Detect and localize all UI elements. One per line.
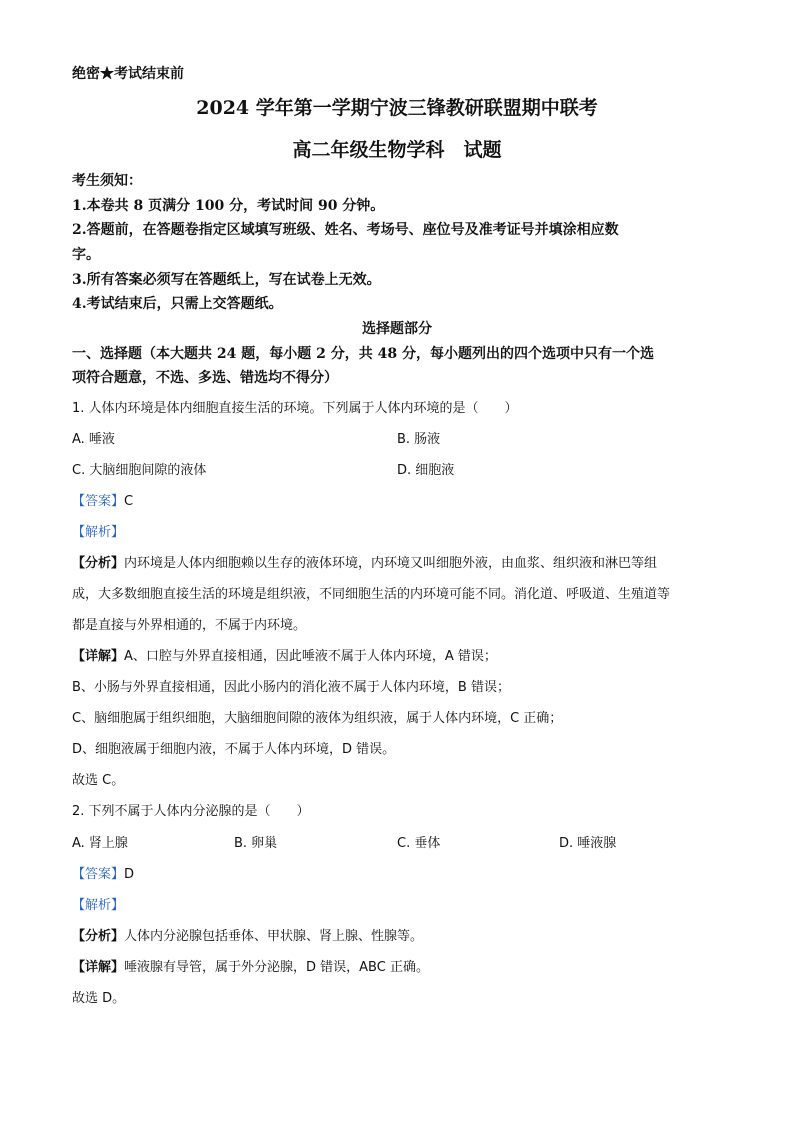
xiangjie-tag: 【详解】 bbox=[72, 960, 125, 975]
section-title: 选择题部分 bbox=[362, 321, 432, 337]
q1-xiangjie-line-4: D、细胞液属于细胞内液，不属于人体内环境，D 错误。 bbox=[72, 742, 396, 757]
q2-fenxi: 【分析】人体内分泌腺包括垂体、甲状腺、肾上腺、性腺等。 bbox=[72, 929, 424, 944]
exam-title: 2024 学年第一学期宁波三锋教研联盟期中联考 bbox=[196, 97, 598, 119]
answer-tag: 【答案】 bbox=[72, 494, 125, 509]
q1-xiangjie-line-2: B、小肠与外界直接相通，因此小肠内的消化液不属于人体内环境，B 错误； bbox=[72, 680, 510, 695]
q2-option-b: B. 卵巢 bbox=[234, 836, 278, 851]
q2-option-c: C. 垂体 bbox=[397, 836, 441, 851]
q1-option-c: C. 大脑细胞间隙的液体 bbox=[72, 463, 207, 478]
q1-conclusion: 故选 C。 bbox=[72, 773, 125, 788]
q1-xiangjie-line-1: 【详解】A、口腔与外界直接相通，因此唾液不属于人体内环境，A 错误； bbox=[72, 649, 497, 664]
answer-tag: 【答案】 bbox=[72, 867, 125, 882]
xiangjie-tag: 【详解】 bbox=[72, 649, 125, 664]
answer-value: C bbox=[124, 494, 134, 509]
notice-heading: 考生须知： bbox=[72, 173, 142, 189]
section-instruction-1: 一、选择题（本大题共 24 题，每小题 2 分，共 48 分，每小题列出的四个选项中只有一个选 bbox=[72, 346, 654, 362]
q2-stem: 2. 下列不属于人体内分泌腺的是（ ） bbox=[72, 804, 310, 819]
section-instruction-2: 项符合题意，不选、多选、错选均不得分） bbox=[72, 370, 338, 386]
exam-subtitle: 高二年级生物学科 试题 bbox=[292, 139, 502, 161]
q1-stem: 1. 人体内环境是体内细胞直接生活的环境。下列属于人体内环境的是（ ） bbox=[72, 401, 518, 416]
fenxi-tag: 【分析】 bbox=[72, 556, 125, 571]
answer-value: D bbox=[124, 867, 135, 882]
notice-item-4: 4.考试结束后，只需上交答题纸。 bbox=[72, 296, 283, 312]
q2-analysis-tag: 【解析】 bbox=[72, 898, 125, 913]
q2-option-d: D. 唾液腺 bbox=[559, 836, 617, 851]
q2-xiangjie: 【详解】唾液腺有导管，属于外分泌腺，D 错误，ABC 正确。 bbox=[72, 960, 429, 975]
notice-item-2-cont: 字。 bbox=[72, 247, 100, 263]
q1-fenxi-line-2: 成，大多数细胞直接生活的环境是组织液，不同细胞生活的内环境可能不同。消化道、呼吸道、生殖道等 bbox=[72, 587, 671, 602]
q1-fenxi-line-1: 【分析】内环境是人体内细胞赖以生存的液体环境，内环境又叫细胞外液，由血浆、组织液和淋巴等组 bbox=[72, 556, 658, 571]
q2-conclusion: 故选 D。 bbox=[72, 991, 126, 1006]
q2-option-a: A. 肾上腺 bbox=[72, 836, 128, 851]
q1-analysis-tag: 【解析】 bbox=[72, 525, 125, 540]
q1-answer bbox=[72, 494, 133, 510]
q1-xiangjie-line-3: C、脑细胞属于组织细胞，大脑细胞间隙的液体为组织液，属于人体内环境，C 正确； bbox=[72, 711, 563, 726]
q1-option-a: A. 唾液 bbox=[72, 432, 115, 447]
notice-item-1: 1.本卷共 8 页满分 100 分，考试时间 90 分钟。 bbox=[72, 198, 385, 214]
q1-fenxi-line-3: 都是直接与外界相通的，不属于内环境。 bbox=[72, 618, 307, 633]
q2-answer bbox=[72, 867, 134, 883]
q1-option-b: B. 肠液 bbox=[397, 432, 441, 447]
q1-option-d: D. 细胞液 bbox=[397, 463, 455, 478]
notice-item-2: 2.答题前，在答题卷指定区域填写班级、姓名、考场号、座位号及准考证号并填涂相应数 bbox=[72, 222, 619, 238]
secret-label: 绝密★考试结束前 bbox=[72, 66, 184, 82]
notice-item-3: 3.所有答案必须写在答题纸上，写在试卷上无效。 bbox=[72, 272, 381, 288]
fenxi-tag: 【分析】 bbox=[72, 929, 125, 944]
